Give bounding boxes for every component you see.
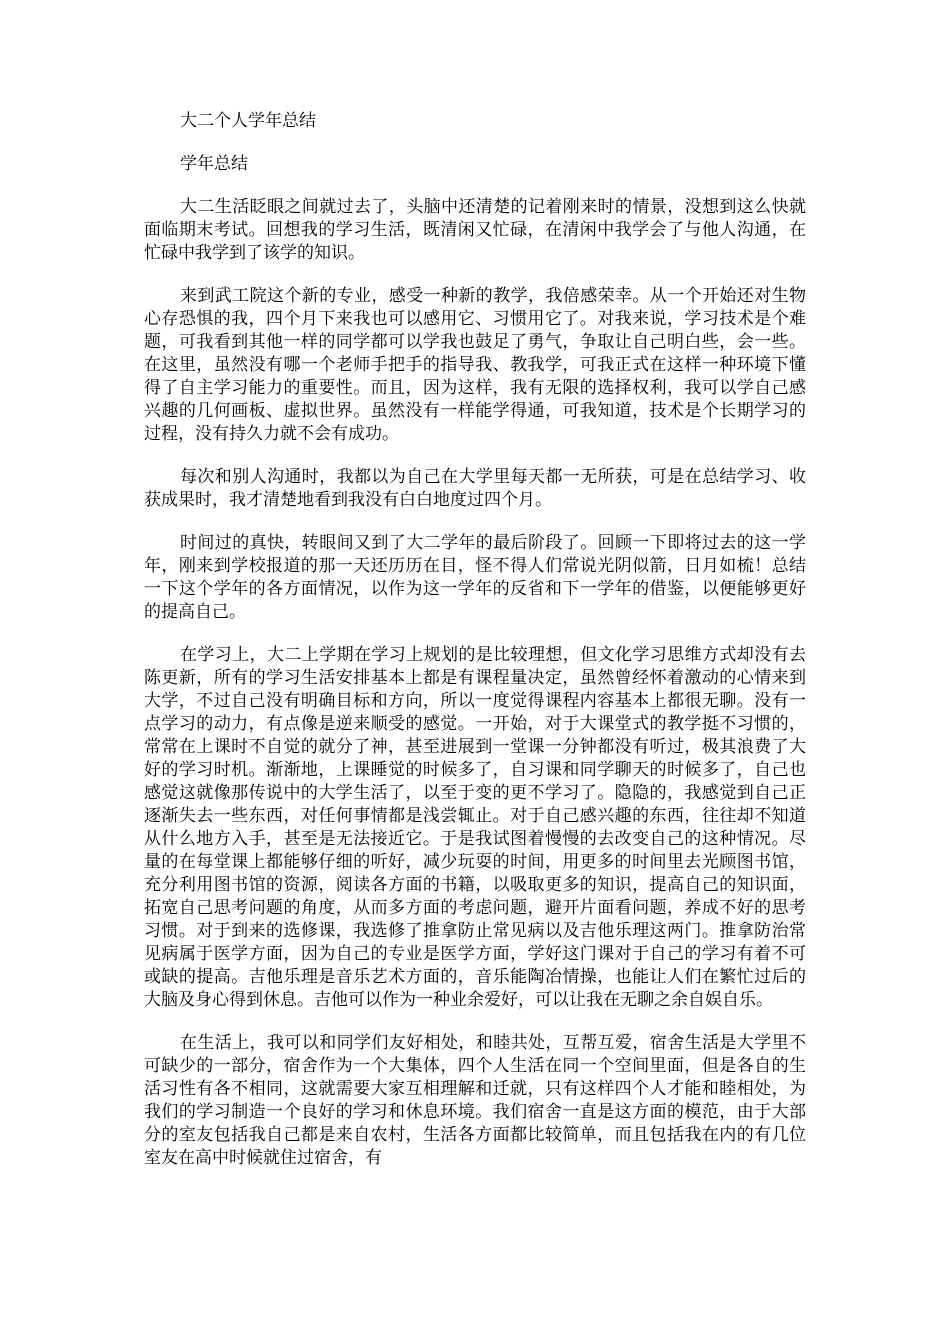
paragraph: 每次和别人沟通时，我都以为自己在大学里每天都一无所获，可是在总结学习、收获成果时，我才清楚地看到我没有白白地度过四个月。 <box>144 467 806 510</box>
document-title: 大二个人学年总结 <box>180 111 316 131</box>
document-subtitle: 学年总结 <box>180 154 248 174</box>
paragraph: 来到武工院这个新的专业，感受一种新的教学，我倍感荣幸。从一个开始还对生物心存恐惧的我，四个月下来我也可以感用它、习惯用它了。对我来说，学习技术是个难题，可我看到其他一样的同学都可以学我也鼓足了勇气，争取让自己明白些，会一些。在这里，虽然没有哪一个老师手把手的指导我、教我学，可我正式在这样一种环境下懂得了自主学习能力的重要性。而且，因为这样，我有无限的选择权利，我可以学自己感兴趣的几何画板、虚拟世界。虽然没有一样能学得通，可我知道，技术是个长期学习的过程，没有持久力就不会有成功。 <box>144 286 806 444</box>
paragraph: 在生活上，我可以和同学们友好相处，和睦共处，互帮互爱，宿舍生活是大学里不可缺少的一部分，宿舍作为一个大集体，四个人生活在同一个空间里面，但是各自的生活习性有各不相同，这就需要大家互相理解和迁就，只有这样四个人才能和睦相处，为我们的学习制造一个良好的学习和休息环境。我们宿舍一直是这方面的模范，由于大部分的室友包括我自己都是来自农村，生活各方面都比较简单，而且包括我在内的有几位室友在高中时候就住过宿舍，有 <box>144 1033 806 1168</box>
paragraph: 时间过的真快，转眼间又到了大二学年的最后阶段了。回顾一下即将过去的这一学年，刚来到学校报道的那一天还历历在目，怪不得人们常说光阴似箭，日月如梳！总结一下这个学年的各方面情况，以作为这一学年的反省和下一学年的借鉴，以便能够更好的提高自己。 <box>144 533 806 622</box>
paragraph: 在学习上，大二上学期在学习上规划的是比较理想，但文化学习思维方式却没有去陈更新，所有的学习生活安排基本上都是有课程量决定，虽然曾经怀着激动的心情来到大学，不过自己没有明确目标和方向，所以一度觉得课程内容基本上都很无聊。没有一点学习的动力，有点像是逆来顺受的感觉。一开始，对于大课堂式的教学挺不习惯的，常常在上课时不自觉的就分了神，甚至进展到一堂课一分钟都没有听过，极其浪费了大好的学习时机。渐渐地，上课睡觉的时候多了，自习课和同学聊天的时候多了，自己也感觉这就像那传说中的大学生活了，以至于变的更不学习了。隐隐的，我感觉到自己正逐渐失去一些东西，对任何事情都是浅尝辄止。对于自己感兴趣的东西，往往却不知道从什么地方入手，甚至是无法接近它。于是我试图着慢慢的去改变自己的这种情况。尽量的在每堂课上都能够仔细的听好，减少玩耍的时间，用更多的时间里去光顾图书馆，充分利用图书馆的资源，阅读各方面的书籍，以吸取更多的知识，提高自己的知识面，拓宽自己思考问题的角度，从而多方面的考虑问题，避开片面看问题，养成不好的思考习惯。对于到来的选修课，我选修了推拿防止常见病以及吉他乐理这两门。推拿防治常见病属于医学方面，因为自己的专业是医学方面，学好这门课对于自己的学习有着不可或缺的提高。吉他乐理是音乐艺术方面的，音乐能陶冶情操，也能让人们在繁忙过后的大脑及身心得到休息。吉他可以作为一种业余爱好，可以让我在无聊之余自娱自乐。 <box>144 645 806 1010</box>
paragraph: 大二生活眨眼之间就过去了，头脑中还清楚的记着刚来时的情景，没想到这么快就面临期末考试。回想我的学习生活，既清闲又忙碌，在清闲中我学会了与他人沟通，在忙碌中我学到了该学的知识。 <box>144 197 806 263</box>
document-page <box>144 110 806 1190</box>
